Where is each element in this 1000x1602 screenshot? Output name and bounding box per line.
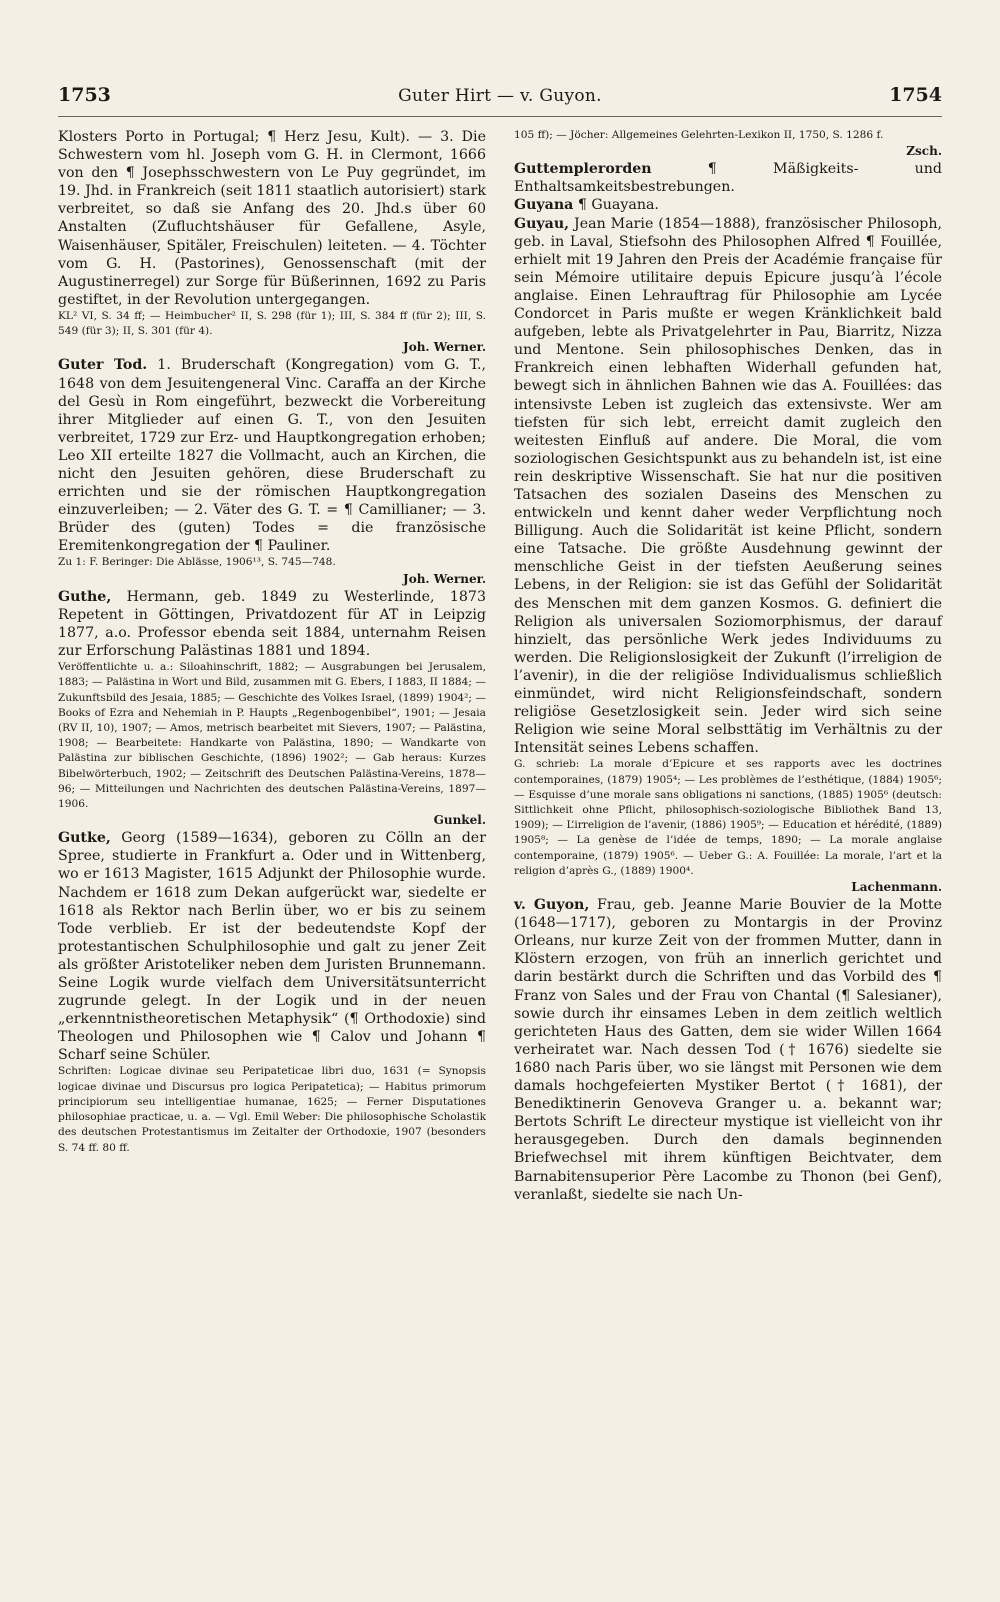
reference-guter-hirt: KL² VI, S. 34 ff; — Heimbucher² II, S. 298 (für 1); III, S. 384 ff (für 2); III, S. 549 (für 3); II, S. 301 (für 4). bbox=[58, 309, 486, 338]
page-number-left: 1753 bbox=[58, 84, 111, 106]
entry-guyau bbox=[514, 215, 942, 758]
header-rule bbox=[58, 116, 942, 117]
entry-text: ¶ Mäßigkeits- und Enthaltsamkeitsbestrebungen. bbox=[514, 161, 942, 196]
entry-guter-tod bbox=[58, 356, 486, 555]
entry-headword: v. Guyon, bbox=[514, 897, 590, 914]
reference-guyau: G. schrieb: La morale d’Epicure et ses rapports avec les doctrines contemporaines, (1879) 1905⁴; — Les problèmes de l’esthétique, (1884) 1905⁶; — Esquisse d’une morale sans obligations ni sanctions, (1885) 1905⁶ (deutsch: Sittlichkeit ohne Pflicht, philosophisch-soziologische Bibliothek Band 13, 1909); — L’irreligion de l’avenir, (1886) 1905⁹; — Education et hérédité, (1889) 1905⁸; — La genèse de l’idée de temps, 1890; — La morale anglaise contemporaine, (1879) 1905⁶. — Ueber G.: A. Fouillée: La morale, l’art et la religion d’après G., (1889) 1900⁴. bbox=[514, 758, 942, 877]
page-header bbox=[58, 84, 942, 110]
entry-text: ¶ Guayana. bbox=[573, 197, 659, 214]
author-signature: Zsch. bbox=[906, 144, 942, 159]
reference-gutke: Schriften: Logicae divinae seu Peripateticae libri duo, 1631 (= Synopsis logicae divinae und Discursus pro logica Peripatetica); — Habitus primorum principiorum seu intelligentiae humanae, 1625; — Ferner Disputationes philosophiae practicae, u. a. — Vgl. Emil Weber: Die philosophische Scholastik des deutschen Protestantismus im Zeitalter der Orthodoxie, 1907 (besonders S. 74 ff. 80 ff. bbox=[58, 1065, 486, 1154]
page-number-right: 1754 bbox=[889, 84, 942, 106]
author-signature: Joh. Werner. bbox=[403, 340, 486, 355]
entry-headword: Guter Tod. bbox=[58, 357, 148, 374]
entry-guthe bbox=[58, 588, 486, 660]
entry-text: 1. Bruderschaft (Kongregation) vom G. T., 1648 von dem Jesuitengeneral Vinc. Caraffa an der Kirche del Gesù in Rom eingeführt, bezweckt die Vorbereitung ihrer Mitglieder auf einen G. T., von den Jesuiten verbreitet, 1729 zur Erz- und Hauptkongregation erhoben; Leo XII erteilte 1827 die Vollmacht, auch an Kirchen, die nicht den Jesuiten gehören, diese Bruderschaft zu errichten und sie der römischen Hauptkongregation einzuverleiben; — 2. Väter des G. T. = ¶ Camillianer; — 3. Brüder des (guten) Todes = die französische Eremitenkongregation der ¶ Pauliner. bbox=[58, 357, 486, 555]
author-signature: Gunkel. bbox=[433, 813, 486, 828]
entry-headword: Guthe, bbox=[58, 588, 112, 605]
author-signature: Joh. Werner. bbox=[403, 571, 486, 586]
entry-guyon bbox=[514, 896, 942, 1204]
entry-headword: Guyau, bbox=[514, 215, 570, 232]
left-column bbox=[58, 128, 486, 1156]
entry-gutke bbox=[58, 829, 486, 1064]
entry-headword: Guttemplerorden bbox=[514, 161, 652, 178]
reference-guthe: Veröffentlichte u. a.: Siloahinschrift, 1882; — Ausgrabungen bei Jerusalem, 1883; — Palästina in Wort und Bild, zusammen mit G. Ebers, I 1883, II 1884; — Zukunftsbild des Jesaia, 1885; — Geschichte des Volkes Israel, (1899) 1904²; — Books of Ezra and Nehemiah in P. Haupts „Regenbogenbibel“, 1901; — Jesaia (RV II, 10), 1907; — Amos, metrisch bearbeitet mit Sievers, 1907; — Palästina, 1908; — Bearbeitete: Handkarte von Palästina, 1890; — Wandkarte von Palästina zur biblischen Geschichte, (1896) 1902²; — Gab heraus: Kurzes Bibelwörterbuch, 1902; — Zeitschrift des Deutschen Palästina-Vereins, 1878—96; — Mitteilungen und Nachrichten des deutschen Palästina-Vereins, 1897—1906. bbox=[58, 661, 486, 810]
running-title: Guter Hirt — v. Guyon. bbox=[398, 86, 602, 106]
entry-text: Georg (1589—1634), geboren zu Cölln an der Spree, studierte in Frankfurt a. Oder und in Wittenberg, wo er 1613 Magister, 1615 Adjunkt der Philosophie wurde. Nachdem er 1618 zum Dekan aufgerückt war, siedelte er 1618 als Rektor nach Berlin über, wo er bis zu seinem Tode verblieb. Er ist der bedeutendste Kopf der protestantischen Schulphilosophie und galt zu jener Zeit als größter Aristoteliker neben dem Juristen Brunnemann. Seine Logik wurde vielfach dem Universitätsunterricht zugrunde gelegt. In der Logik und in der neuen „erkenntnistheoretischen Metaphysik“ (¶ Orthodoxie) sind Theologen und Philosophen wie ¶ Calov und Johann ¶ Scharf seine Schüler. bbox=[58, 830, 486, 1064]
entry-guttemplerorden bbox=[514, 160, 942, 196]
entry-headword: Gutke, bbox=[58, 830, 111, 847]
entry-guyana bbox=[514, 196, 942, 214]
entry-headword: Guyana bbox=[514, 197, 574, 214]
author-signature: Lachenmann. bbox=[851, 880, 942, 895]
entry-guter-hirt-continued: Klosters Porto in Portugal; ¶ Herz Jesu, Kult). — 3. Die Schwestern vom hl. Joseph vom G. H. in Clermont, 1666 von den ¶ Josephsschwestern von Le Puy gegründet, im 19. Jhd. in Frankreich (seit 1811 staatlich autorisiert) stark verbreitet, so daß sie Anfang des 20. Jhd.s über 60 Anstalten (Zufluchtshäuser für Gefallene, Asyle, Waisenhäuser, Spitäler, Freischulen) leiteten. — 4. Töchter vom G. H. (Pastorines), Genossenschaft (mit der Augustinerregel) zur Sorge für Büßerinnen, 1692 zu Paris gestiftet, in der Revolution untergegangen. bbox=[58, 129, 486, 308]
entry-text: Jean Marie (1854—1888), französischer Philosoph, geb. in Laval, Stiefsohn des Philosophen Alfred ¶ Fouillée, erhielt mit 19 Jahren den Preis der Académie française für sein Mémoire utilitaire depuis Epicure jusqu’à l’école anglaise. Einen Lehrauftrag für Philosophie am Lycée Condorcet in Paris mußte er wegen Kränklichkeit bald aufgeben, lebte als Privatgelehrter in Pau, Biarritz, Nizza und Mentone. Sein philosophisches Denken, das in Frankreich einen lebhaften Widerhall gefunden hat, bewegt sich in ähnlichen Bahnen wie das A. Fouillées: das intensivste Leben ist zugleich das extensivste. Wer am tiefsten für sich lebt, erreicht damit zugleich den weitesten Einfluß auf andere. Die Moral, die vom soziologischen Gesichtspunkt aus zu behandeln ist, ist eine rein deskriptive Wissenschaft. Sie hat nur die positiven Tatsachen des sozialen Daseins des Menschen zu entwickeln und kennt daher weder Verpflichtung noch Billigung. Auch die Solidarität ist keine Pflicht, sondern eine Tatsache. Die größte Ausdehnung gewinnt der menschliche Geist in der tiefsten Aeußerung seines Lebens, in der Religion: sie ist das Gefühl der Solidarität des Menschen mit dem ganzen Kosmos. G. definiert die Religion als universalen Soziomorphismus, der darauf hinzielt, das persönliche Werk jedes Individuums zu werden. Die Religionslosigkeit der Zukunft (l’irreligion de l’avenir), in die der religiöse Individualismus schließlich einmündet, wird nicht Religionsfeindschaft, sondern religiöse Gesetzlosigkeit sein. Jeder wird sich seine Religion wie seine Moral selbsttätig im Verhältnis zu der Intensität seines Lebens schaffen. bbox=[514, 215, 942, 757]
entry-text: Hermann, geb. 1849 zu Westerlinde, 1873 Repetent in Göttingen, Privatdozent für AT in Leipzig 1877, a.o. Professor ebenda seit 1884, unternahm Reisen zur Erforschung Palästinas 1881 und 1894. bbox=[58, 588, 486, 660]
right-column bbox=[514, 128, 942, 1204]
reference-gutke-continued: 105 ff); — Jöcher: Allgemeines Gelehrten-Lexikon II, 1750, S. 1286 f. bbox=[514, 129, 884, 141]
entry-text: Frau, geb. Jeanne Marie Bouvier de la Motte (1648—1717), geboren zu Montargis in der Provinz Orleans, nur kurze Zeit von der frommen Mutter, dann in Klöstern erzogen, von früh an innerlich gerichtet und darin bestärkt durch die Schriften und das Vorbild des ¶ Franz von Sales und der Frau von Chantal (¶ Salesianer), sowie durch ihr einsames Leben in dem zeitlich weltlich gerichteten Haus des Gatten, dem sie wider Willen 1664 verheiratet war. Nach dessen Tod († 1676) siedelte sie 1680 nach Paris über, wo sie längst mit Personen wie dem damals hochgefeierten Mystiker Bertot († 1681), der Benediktinerin Genoveva Granger u. a. bekannt war; Bertots Schrift Le directeur mystique ist vielleicht von ihr herausgegeben. Durch den damals beginnenden Briefwechsel mit ihrem künftigen Beichtvater, dem Barnabitensuperior Père Lacombe zu Thonon (bei Genf), veranlaßt, siedelte sie nach Un- bbox=[514, 897, 942, 1203]
reference-guter-tod: Zu 1: F. Beringer: Die Ablässe, 1906¹³, S. 745—748. bbox=[58, 556, 336, 569]
